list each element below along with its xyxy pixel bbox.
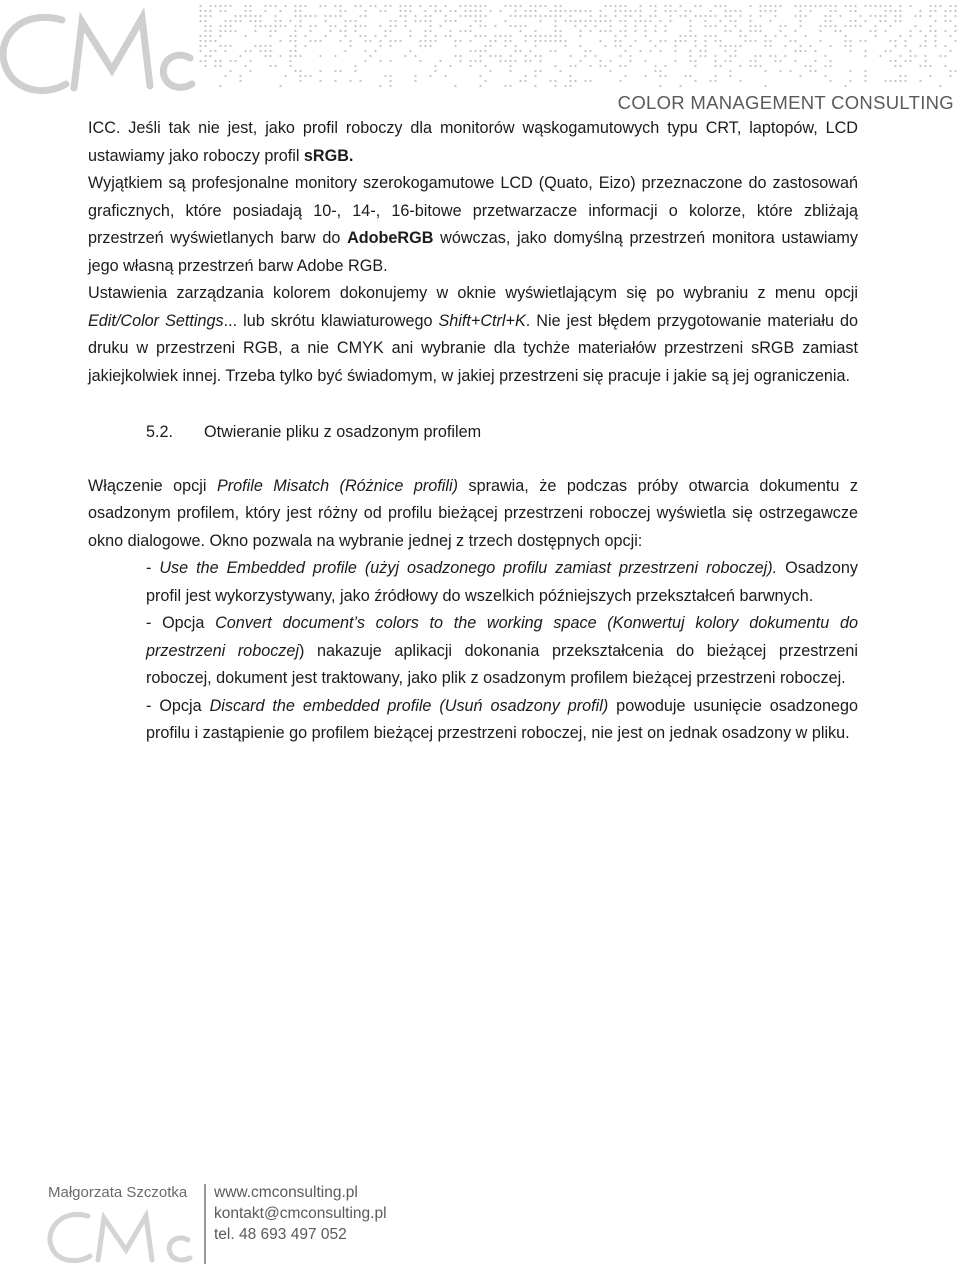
dot-pattern-decoration (196, 4, 960, 90)
page-footer (0, 1180, 960, 1274)
section-number: 5.2. (146, 423, 174, 441)
contact-block (214, 1182, 387, 1245)
website-link[interactable]: www.cmconsulting.pl (214, 1184, 358, 1201)
author-name: Małgorzata Szczotka (48, 1184, 188, 1201)
cmc-footer-logo-icon (46, 1204, 196, 1266)
cmc-logo-icon (0, 0, 200, 104)
brand-name: COLOR MANAGEMENT CONSULTING (617, 92, 954, 113)
email-link[interactable]: kontakt@cmconsulting.pl (214, 1205, 387, 1222)
paragraph-profile-mismatch: Włączenie opcji Profile Misatch (Różnice profili) sprawia, że podczas próby otwarcia dokumentu z osadzonym profilem, który jest różny od profilu bieżącej przestrzeni roboczej wyświetla się ostrzegawcze okno dialogowe. Okno pozwala na wybranie jednej z trzech dostępnych opcji: (88, 476, 859, 550)
footer-divider (204, 1184, 206, 1264)
paragraph-wide-gamut: Wyjątkiem są profesjonalne monitory szerokogamutowe LCD (Quato, Eizo) przeznaczone do zastosowań graficznych, które posiadają 10-, 14-, 16-bitowe przetwarzacze informacji o kolorze, które zbliżają przestrzeń wyświetlanych barw do AdobeRGB wówczas, jako domyślną przestrzeń monitora ustawiamy jego własną przestrzeń barw Adobe RGB. (88, 174, 858, 275)
section-title: Otwieranie pliku z osadzonym profilem (204, 423, 482, 441)
paragraph-icc: ICC. Jeśli tak nie jest, jako profil roboczy dla monitorów wąskogamutowych typu CRT, laptopów, LCD ustawiamy jako roboczy profil sRGB. (88, 119, 858, 165)
page-header (0, 0, 960, 116)
option-use-embedded: - Use the Embedded profile (użyj osadzonego profilu zamiast przestrzeni roboczej). Osadzony profil jest wykorzystywany, jako źródłowy do wszelkich późniejszych przekształceń barwnych. (146, 559, 858, 605)
option-discard: - Opcja Discard the embedded profile (Usuń osadzony profil) powoduje usunięcie osadzonego profilu i zastąpienie go profilem bieżącej przestrzeni roboczej, nie jest on jednak osadzony w pliku. (146, 696, 858, 742)
phone-number: tel. 48 693 497 052 (214, 1226, 347, 1243)
document-body (88, 115, 858, 748)
option-convert: - Opcja Convert document’s colors to the working space (Konwertuj kolory dokumentu do przestrzeni roboczej) nakazuje aplikacji dokonania przekształcenia do bieżącej przestrzeni roboczej, dokument jest traktowany, jako plik z osadzonym profilem bieżącej przestrzeni roboczej. (146, 614, 858, 687)
section-heading (146, 419, 858, 447)
paragraph-settings: Ustawienia zarządzania kolorem dokonujemy w oknie wyświetlającym się po wybraniu z menu opcji Edit/Color Settings... lub skrótu klawiaturowego Shift+Ctrl+K. Nie jest błędem przygotowanie materiału do druku w przestrzeni RGB, a nie CMYK ani wybranie dla tychże materiałów przestrzeni sRGB zamiast jakiejkolwiek innej. Trzeba tylko być świadomym, w jakiej przestrzeni się pracuje i jakie są jej ograniczenia. (88, 284, 859, 385)
